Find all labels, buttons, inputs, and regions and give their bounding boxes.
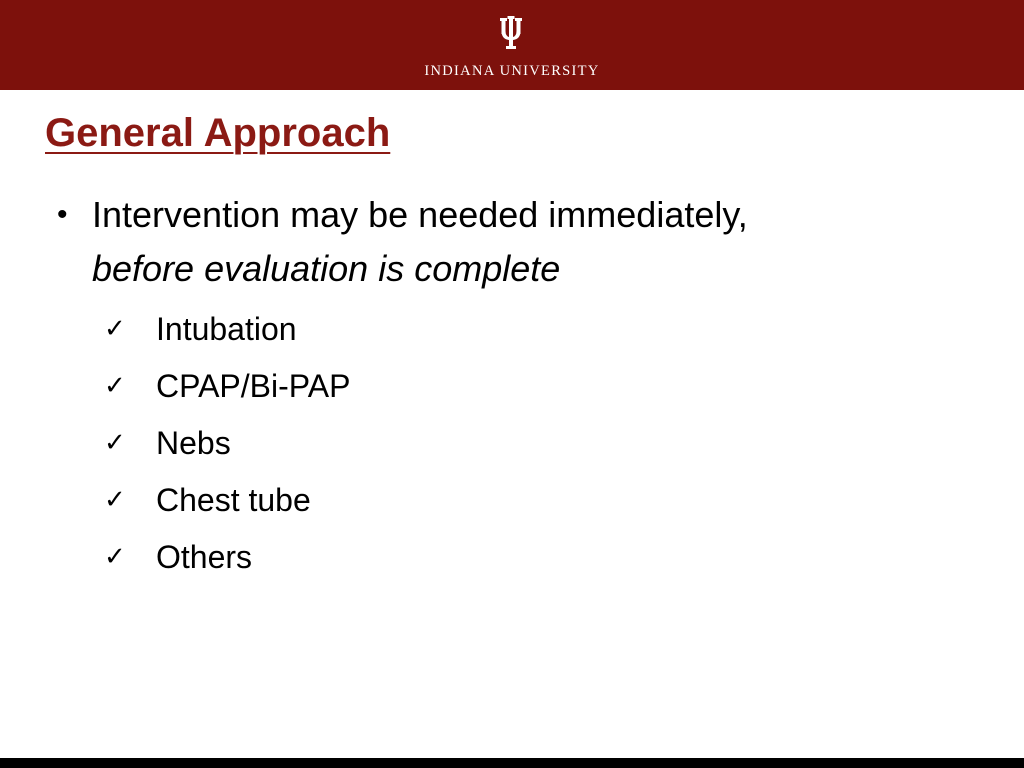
checklist-item-label: Chest tube	[156, 482, 311, 518]
checkmark-icon: ✓	[104, 371, 126, 401]
footer-bar	[0, 758, 1024, 768]
bullet-text-italic: before evaluation is complete	[92, 248, 561, 289]
checklist-item-label: Intubation	[156, 311, 297, 347]
iu-trident-logo-icon	[497, 16, 525, 50]
checklist-item-label: Nebs	[156, 425, 231, 461]
checklist-item-label: Others	[156, 539, 253, 575]
university-wordmark: INDIANA UNIVERSITY	[424, 63, 600, 79]
bullet-dot-icon: •	[57, 198, 68, 231]
checkmark-icon: ✓	[104, 542, 126, 572]
checklist-item-label: CPAP/Bi-PAP	[156, 368, 351, 404]
checkmark-icon: ✓	[104, 485, 126, 515]
checkmark-icon: ✓	[104, 314, 126, 344]
bullet-text-regular: Intervention may be needed immediately,	[92, 194, 748, 235]
slide-title: General Approach	[45, 111, 391, 155]
header-band	[0, 0, 1024, 90]
bullet-text	[92, 188, 952, 296]
checkmark-icon: ✓	[104, 428, 126, 458]
